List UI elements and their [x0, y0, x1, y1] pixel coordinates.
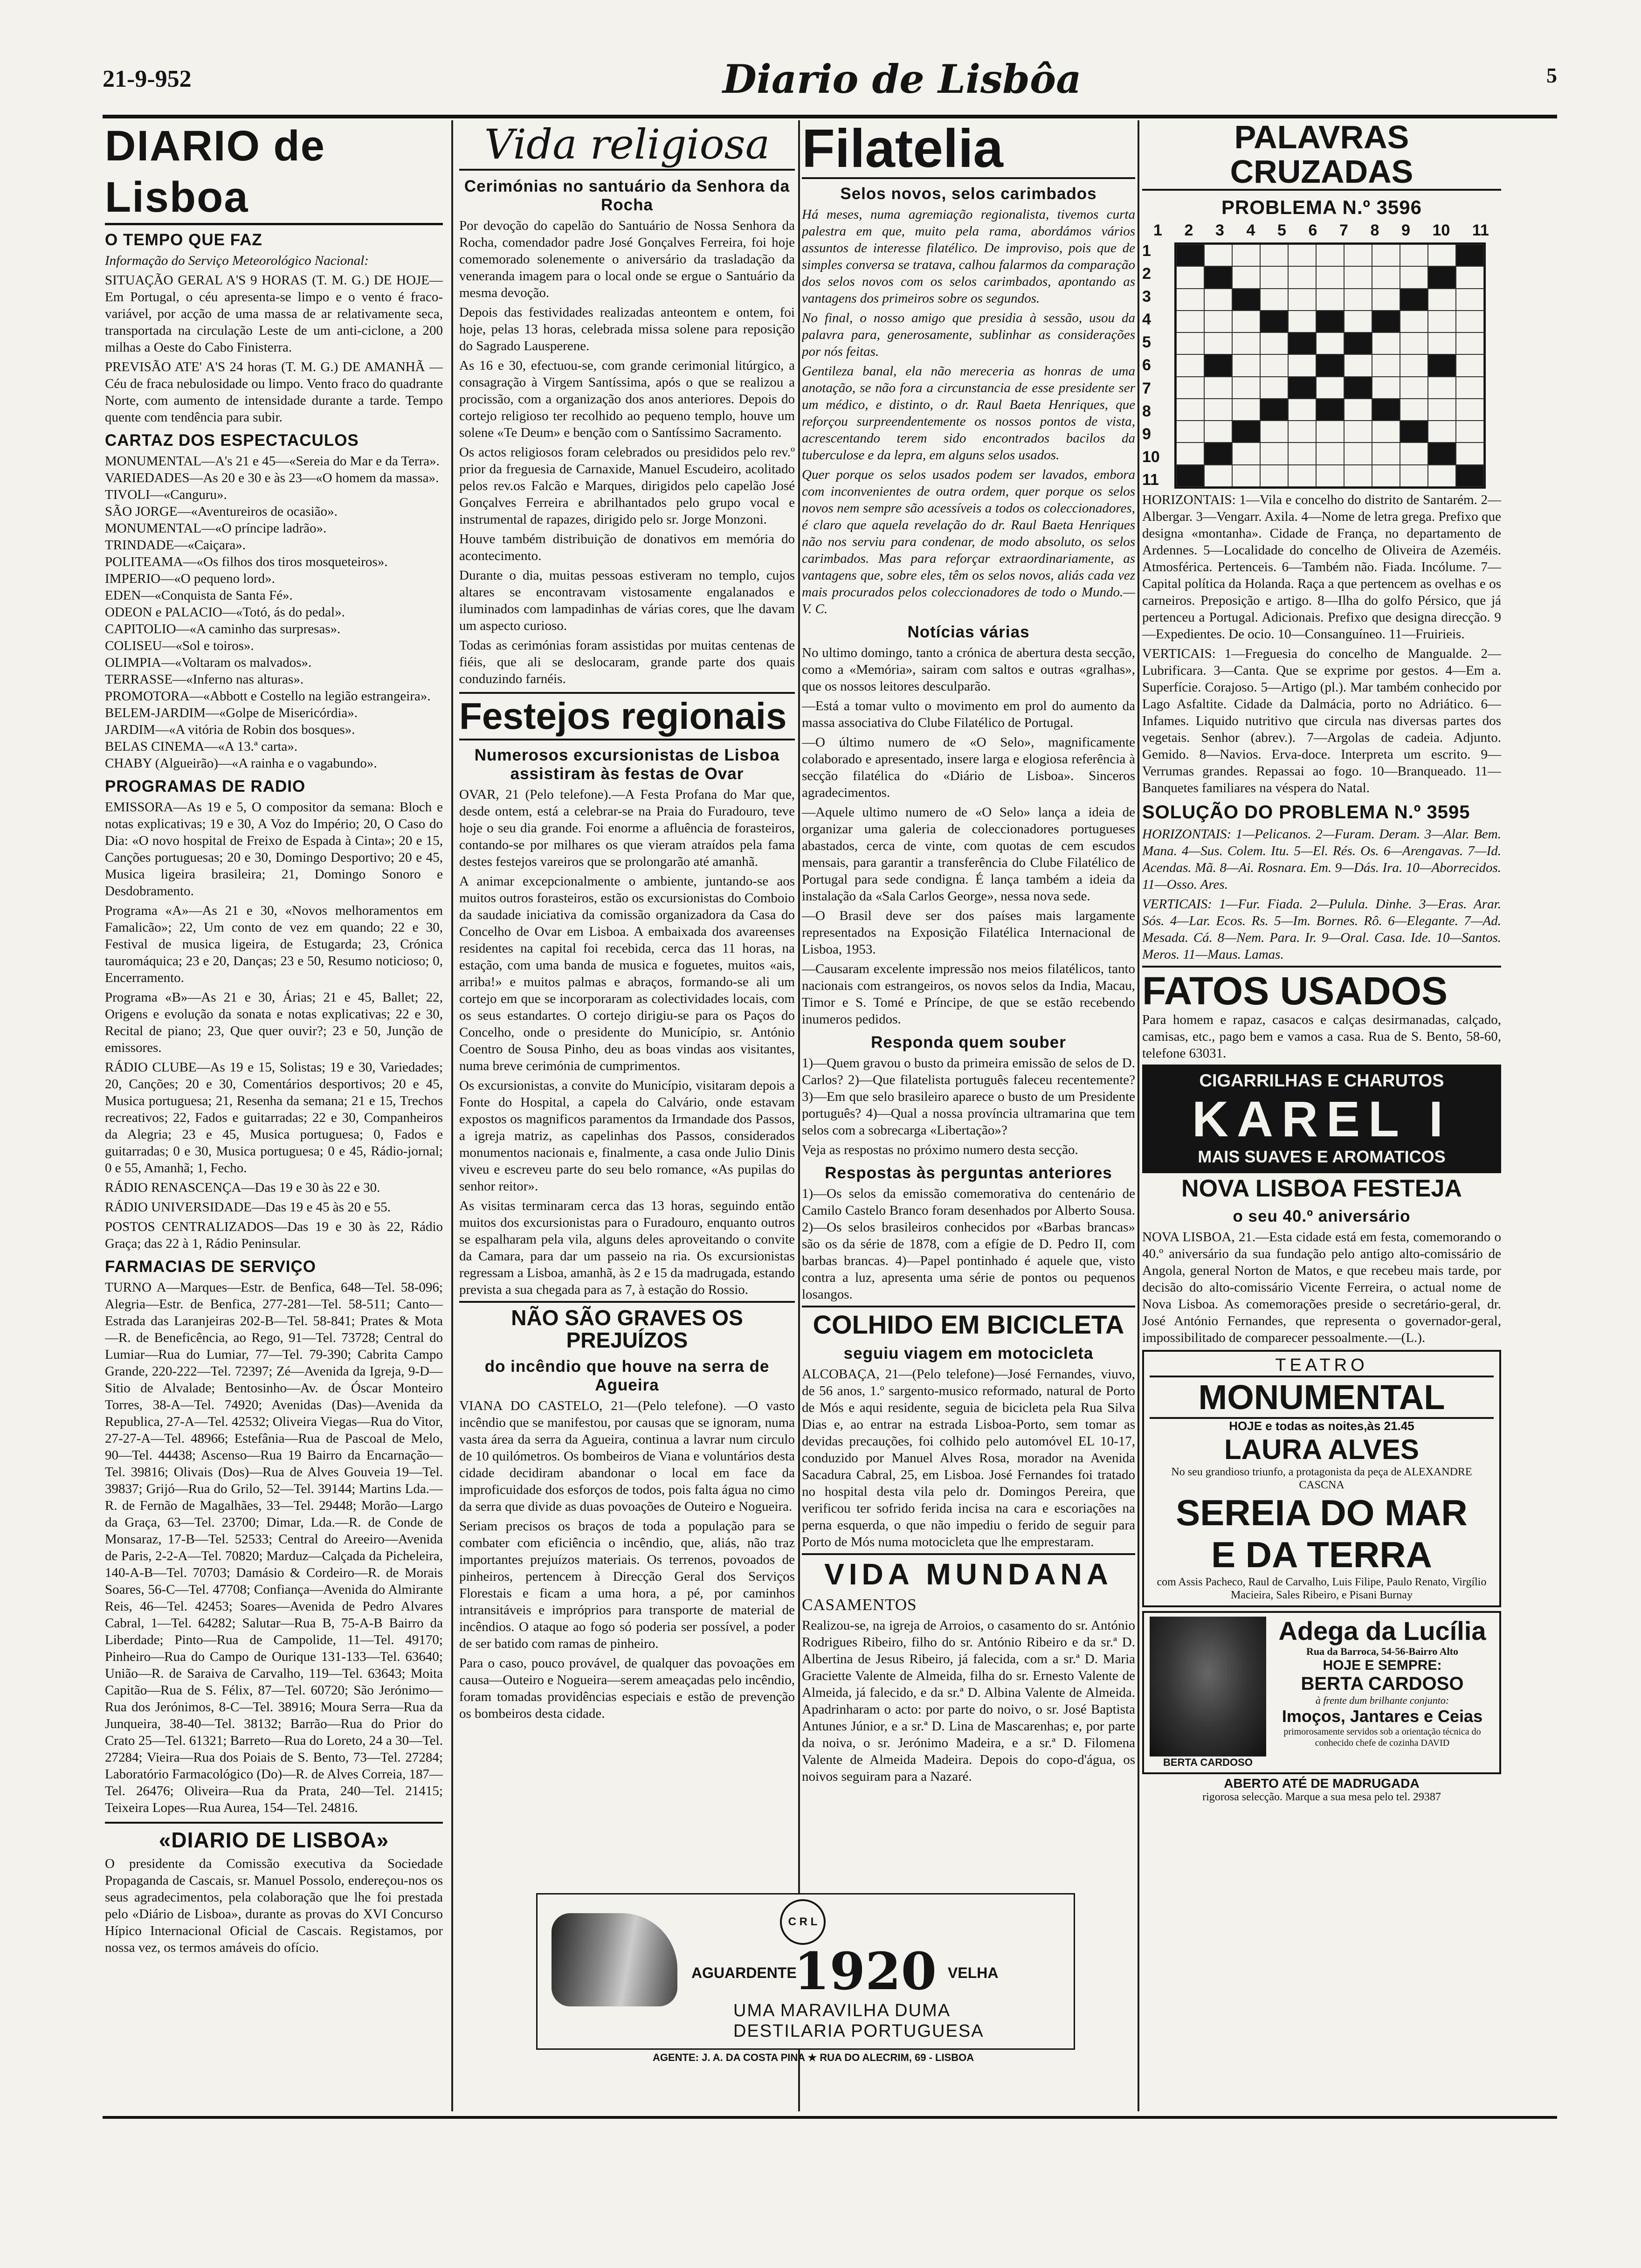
- article-title: do incêndio que houve na serra de Agueira: [484, 1357, 770, 1394]
- aguardente-label: AGUARDENTE: [691, 1964, 797, 1981]
- crossword-cell: [1204, 443, 1232, 464]
- crossword-cell: [1372, 332, 1400, 354]
- teatro-ad: [1142, 1350, 1501, 1607]
- crossword-cell: [1288, 289, 1316, 311]
- crossword-cell: [1456, 266, 1484, 288]
- cinema-item: TRINDADE—«Caiçara».: [105, 538, 246, 553]
- crossword-cell: [1428, 354, 1456, 376]
- crossword-cell: [1456, 443, 1484, 464]
- crossword-cell: [1288, 332, 1316, 354]
- crossword-cell: [1372, 421, 1400, 443]
- crossword-cell: [1288, 311, 1316, 332]
- crossword-cell: [1288, 266, 1316, 288]
- crossword-cell: [1372, 289, 1400, 311]
- crossword-cell: [1372, 311, 1400, 332]
- crossword-cell: [1232, 421, 1260, 443]
- cinema-item: TERRASSE—«Inferno nas alturas».: [105, 672, 304, 687]
- crossword-cell: [1176, 399, 1204, 421]
- crossword-cell: [1456, 311, 1484, 332]
- crossword-cell: [1456, 421, 1484, 443]
- crossword-cell: [1400, 421, 1428, 443]
- crossword-vertical-clues: VERTICAIS: 1—Freguesia do concelho de Mangualde. 2—Lubrificara. 3—Canta. Que se exprime por gestos. 4—Em a. Superfície. Corajoso. 5—Artigo (pl.). Mar também conhecido por Lago Asfaltite. Cidade da Dalmácia, porto no Adriático. 6—Infames. Liquido nutritivo que circula nas diversas partes dos vegetais. Senhor (abrev.). 7—Argolas de cadeia. Adjunto. Gemido. 8—Navios. Erva-doce. Interpreta um escrito. 9—Verrumas grandes. Repassai ao fogo. 10—Branqueado. 11—Banquetes familiares na véspera do Natal.: [1142, 646, 1501, 795]
- teatro-cast: com Assis Pacheco, Raul de Carvalho, Luis Filipe, Paulo Renato, Virgílio Macieira, Sales Ribeiro, e Pisani Burnay: [1157, 1576, 1487, 1601]
- grid-col-number: 9: [1401, 221, 1410, 239]
- column-1: [105, 120, 443, 2110]
- crossword-cell: [1288, 244, 1316, 266]
- crossword-cell: [1428, 266, 1456, 288]
- article-title: Selos novos, selos carimbados: [840, 184, 1097, 203]
- article-paragraph: No final, o nosso amigo que presidia à sessão, usou da palavra para, generosamente, sublinhar as considerações por nós feitas.: [802, 310, 1135, 359]
- crossword-cell: [1316, 244, 1344, 266]
- cinema-item: BELAS CINEMA—«A 13.ª carta».: [105, 739, 298, 754]
- article-paragraph: Houve também distribuição de donativos em memória do acontecimento.: [459, 532, 795, 563]
- crossword-cell: [1344, 465, 1372, 487]
- crossword-cell: [1428, 443, 1456, 464]
- crossword-cell: [1400, 311, 1428, 332]
- grid-row-number: 6: [1142, 356, 1151, 374]
- dl-notice-text: O presidente da Comissão executiva da Sociedade Propaganda de Cascais, sr. Manuel Possolo, endereçou-nos os seus agradecimentos, pela colaboração que lhe foi prestada pelo «Diário de Lisboa», durante as provas do XVI Concurso Hípico Internacional Oficial de Cascais. Registamos, por nossa vez, os termos amáveis do ofício.: [105, 1856, 443, 1955]
- crossword-cell: [1260, 289, 1288, 311]
- quiz-paragraph: Veja as respostas no próximo numero desta secção.: [802, 1142, 1078, 1157]
- adega-footer: rigorosa selecção. Marque a sua mesa pelo tel. 29387: [1202, 1791, 1441, 1803]
- crossword-cell: [1344, 354, 1372, 376]
- mundana-paragraph: Realizou-se, na igreja de Arroios, o casamento do sr. António Rodrigues Ribeiro, filho do sr. António Ribeiro e da sr.ª D. Albertina de Jesus Ribeiro, já falecida, com a sr.ª D. Maria Graciette Valente de Almeida, filha do sr. Ernesto Valente de Almeida, já falecido, e da sr.ª D. Albina Valente de Almeida. Apadrinharam o acto: por parte do noivo, o sr. José Baptista Antunes Júnior, e a sr.ª D. Lina de Mascarenhas; e, por parte da noiva, o sr. Jerónimo Madeira, e a sr.ª D. Filomena Valente de Almeida Madeira. Depois do copo-d'água, os noivos seguiram para a Nazaré.: [802, 1618, 1135, 1784]
- crossword-cell: [1204, 266, 1232, 288]
- crossword-cell: [1176, 266, 1204, 288]
- article-paragraph: Depois das festividades realizadas anteontem e ontem, foi hoje, pelas 13 horas, celebrada missa solene para reposição do Sagrado Lausperene.: [459, 305, 795, 353]
- seal-icon: C R L: [780, 1899, 826, 1945]
- article-paragraph: OVAR, 21 (Pelo telefone).—A Festa Profana do Mar que, desde ontem, está a celebrar-se na Praia do Furadouro, teve hoje o seu dia grande. Foi enorme a afluência de forasteiros, contando-se por milhares os que vieram atraídos pela fama destes festejos vareiros que se prolongarão até amanhã.: [459, 787, 795, 869]
- grid-col-number: 3: [1215, 221, 1224, 239]
- crossword-cell: [1316, 443, 1344, 464]
- crossword-cell: [1232, 399, 1260, 421]
- crossword-cell: [1176, 354, 1204, 376]
- crossword-cell: [1316, 289, 1344, 311]
- cinema-item: MONUMENTAL—A's 21 e 45—«Sereia do Mar e da Terra».: [105, 454, 440, 469]
- crossword-cell: [1204, 399, 1232, 421]
- crossword-cell: [1232, 244, 1260, 266]
- crossword-cell: [1400, 399, 1428, 421]
- bottle-illustration: [552, 1913, 677, 2006]
- nova-lisboa-text: NOVA LISBOA, 21.—Esta cidade está em festa, comemorando o 40.º aniversário da sua fundação pelo antigo alto-comissário de Angola, general Norton de Matos, e que recebeu mais tarde, por decisão do alto-comissário Vicente Ferreira, o actual nome de Nova Lisboa. As comemorações preside o secretário-geral, dr. José António Fernandes, que representa o governador-geral, impossibilitado de comparecer pessoalmente.—(L.).: [1142, 1229, 1501, 1345]
- adega-name: Adega da Lucília: [1278, 1616, 1486, 1646]
- crossword-cell: [1260, 465, 1288, 487]
- crossword-cell: [1400, 289, 1428, 311]
- teatro-name: MONUMENTAL: [1150, 1376, 1494, 1419]
- section-vida-religiosa: Vida religiosa: [459, 120, 795, 171]
- crossword-wrap: [1142, 240, 1501, 491]
- article-paragraph: Durante o dia, muitas pessoas estiveram no templo, cujos altares se encontravam vistosamente engalanados e iluminados com lampadinhas de várias cores, que lhe davam um aspecto curioso.: [459, 568, 795, 633]
- cinema-item: CAPITOLIO—«A caminho das surpresas».: [105, 622, 341, 636]
- crossword-cell: [1344, 289, 1372, 311]
- cinema-item: OLIMPIA—«Voltaram os malvados».: [105, 655, 312, 670]
- article-paragraph: Para o caso, pouco provável, de qualquer das povoações em causa—Outeiro e Nogueira—serem ameaçadas pelo incêndio, foram tomadas providências especiais e estão de prevenção os bombeiros desta cidade.: [459, 1655, 795, 1721]
- column-4: [1142, 120, 1501, 2110]
- crossword-cell: [1260, 311, 1288, 332]
- crossword-cell: [1232, 443, 1260, 464]
- article-paragraph: A animar excepcionalmente o ambiente, juntando-se aos muitos outros forasteiros, estão os excursionistas do Comboio da saudade iniciativa da comissão organizadora da Casa do Concelho de Ovar em Lisboa. A embaixada dos avareenses residentes na capital foi recebida, cerca das 11 horas, na estação, com uma banda de musica e foguetes, muitos «ais, arriba!» e muitos palmas e abraços, formando-se ali um cortejo em que se incorporaram as colectividades locais, com os seus estandartes. O cortejo dirigiu-se para os Paços do Concelho, onde o presidente do Município, sr. António Coentro de Sousa Pinho, deu as boas vindas aos visitantes, numa breve cerimónia de cumprimentos.: [459, 874, 795, 1073]
- masthead-title: Diario de Lisbôa: [723, 56, 1082, 102]
- crossword-cell: [1400, 266, 1428, 288]
- singer-photo: [1150, 1617, 1266, 1756]
- crossword-cell: [1204, 244, 1232, 266]
- grid-col-number: 2: [1184, 221, 1193, 239]
- pharmacy-list: TURNO A—Marques—Estr. de Benfica, 648—Tel. 58-096; Alegria—Estr. de Benfica, 277-281—Tel. 58-511; Canto—Estrada das Laranjeiras 202-B—Tel. 58-841; Prates & Mota—R. de Beneficência, ao Rego, 91—Tel. 73728; Central do Lumiar—Rua do Lumiar, 77—Tel. 79-390; Cabrita Campo Grande, 220-222—Tel. 72397; Zé—Avenida da Igreja, 9-D—Sitio de Alvalade; Bentosinho—Av. de Óscar Monteiro Torres, 38-A—Tel. 74920; Avenidas (Das)—Avenida da Republica, 27-A—Tel. 42532; Oliveira Viegas—Rua do Vitor, 27-27-A—Tel. 48966; Estefânia—Rua de Pascoal de Melo, 90—Tel. 44438; Ascenso—Rua 19 Bairro da Encarnação—Tel. 39816; Olivais (Dos)—Rua de Alves Gouveia 19—Tel. 39837; Grijó—Rua do Grilo, 52—Tel. 39144; Martins Lda.—R. de Fernão de Magalhães, 33—Tel. 29448; Morão—Largo da Graça, 63—Tel. 23700; Dimar, Lda.—R. de Conde de Monsaraz, 17-B—Tel. 52533; Central do Areeiro—Avenida de Paris, 2-2-A—Tel. 70820; Marduz—Calçada da Picheleira, 140-A-B—Tel. 70703; Damásio & Cordeiro—R. de Morais Soares, 56-C—Tel. 47708; Confiança—Avenida do Almirante Reis, 46—Tel. 42453; Soares—Avenida de Pedro Alvares Cabral, 1—Tel. 64282; Salutar—Rua B, 75-A-B Bairro da Liberdade; Pinto—Rua de Campolide, 11—Tel. 49170; Pinheiro—Rua do Campo de Ourique 131-133—Tel. 63640; União—R. de Saraiva de Carvalho, 119—Tel. 63643; Moita Capitão—Rua de S. Félix, 87—Tel. 60720; São Jerónimo—Rua dos Jerónimos, 8-C—Tel. 38916; Moura Serra—Rua da Junqueira, 38-40—Tel. 38132; Barrão—Rua do Prior do Crato 25—Tel. 61321; Barreto—Rua do Loreto, 24 a 30—Tel. 27284; Vieira—Rua dos Poiais de S. Bento, 73—Tel. 27284; Laboratório Farmacológico (Do)—R. de Alves Correia, 187—Tel. 26476; Oliveira—Rua da Prata, 240—Tel. 21415; Teixeira Lopes—Rua Aurea, 154—Tel. 24816.: [105, 1280, 443, 1815]
- grid-row-number: 11: [1142, 470, 1159, 489]
- weather-situation: SITUAÇÃO GERAL A'S 9 HORAS (T. M. G.) DE HOJE—Em Portugal, o céu apresenta-se limpo e o vento é fraco-variável, por acção de uma massa de ar relativamente seca, transportada na circulação Leste de um anti-ciclone, a 200 milhas a Oeste do Cabo Finisterra.: [105, 273, 443, 355]
- grid-col-number: 5: [1277, 221, 1286, 239]
- column-3: [802, 120, 1135, 2110]
- dl-notice-title: «DIARIO DE LISBOA»: [105, 1822, 443, 1853]
- news-paragraph: —O último numero de «O Selo», magnificamente colaborado e apresentado, insere larga e elogiosa referência à secção filatélica do «Diário de Lisboa». Sinceros agradecimentos.: [802, 734, 1135, 800]
- cinema-item: BELEM-JARDIM—«Golpe de Misericórdia».: [105, 705, 358, 720]
- crossword-cell: [1232, 289, 1260, 311]
- column-divider: [1138, 120, 1139, 2111]
- cinema-item: EDEN—«Conquista de Santa Fé».: [105, 588, 293, 603]
- nova-lisboa-headline: NOVA LISBOA FESTEJA: [1181, 1175, 1462, 1203]
- mundana-subtitle: CASAMENTOS: [802, 1595, 917, 1614]
- cinema-item: POLITEAMA—«Os filhos dos tiros mosqueteiros».: [105, 554, 388, 569]
- solution-title: SOLUÇÃO DO PROBLEMA N.º 3595: [1142, 802, 1470, 823]
- article-paragraph: Por devoção do capelão do Santuário de Nossa Senhora da Rocha, comendador padre José Gonçalves Ferreira, foi hoje comemorado solenemente o aniversário da trasladação da veneranda imagem para o local onde se ergue o Santuário da mesma devoção.: [459, 218, 795, 300]
- grid-row-number: 4: [1142, 311, 1151, 329]
- grid-row-number: 5: [1142, 333, 1151, 352]
- crossword-cell: [1372, 399, 1400, 421]
- cinema-item: SÃO JORGE—«Aventureiros de ocasião».: [105, 504, 338, 519]
- crossword-cell: [1288, 421, 1316, 443]
- grid-row-number: 9: [1142, 425, 1151, 443]
- crossword-cell: [1204, 289, 1232, 311]
- news-paragraph: No ultimo domingo, tanto a crónica de abertura desta secção, como a «Memória», sairam com saltos e outras «gralhas», que os nossos leitores desculparão.: [802, 645, 1135, 694]
- crossword-cell: [1428, 421, 1456, 443]
- crossword-cell: [1232, 311, 1260, 332]
- crossword-cell: [1204, 354, 1232, 376]
- column-divider: [798, 120, 800, 2111]
- crossword-cell: [1260, 332, 1288, 354]
- cinema-item: IMPERIO—«O pequeno lord».: [105, 571, 275, 586]
- news-paragraph: —Está a tomar vulto o movimento em prol do aumento da massa associativa do Clube Filatélico de Portugal.: [802, 698, 1135, 730]
- mundana-headline: VIDA MUNDANA: [802, 1553, 1135, 1590]
- teatro-label: TEATRO: [1275, 1355, 1368, 1375]
- fatos-text: Para homem e rapaz, casacos e calças desirmanadas, calçado, camisas, etc., pago bem e vamos a casa. Rua de S. Bento, 58-60, telefone 63031.: [1142, 1012, 1501, 1061]
- column-2: [459, 120, 795, 2110]
- adega-line2: à frente dum brilhante conjunto:: [1315, 1694, 1449, 1706]
- aguardente-1920-ad: [536, 1893, 1075, 2050]
- radio-paragraph: RÁDIO CLUBE—As 19 e 15, Solistas; 19 e 30, Variedades; 20, Canções; 20 e 30, Comentários desportivos; 20 e 45, Musica portuguesa; 21, Resenha da semana; 21 e 15, Trechos recreativos; 22, Fados e guitarradas; 22 e 30, Companheiros da Alegria; 23 e 45, Musica portuguesa; 0, Fados e guitarradas; 0 e 30, Musica portuguesa; 0 e 45, Rádio-jornal; 0 e 55, Amanhã; 1, Fecho.: [105, 1060, 443, 1175]
- teatro-note: No seu grandioso triunfo, a protagonista da peça de ALEXANDRE CASCNA: [1171, 1466, 1472, 1491]
- weather-subtitle: Informação do Serviço Meteorológico Nacional:: [105, 253, 369, 268]
- adega-line1: HOJE E SEMPRE:: [1323, 1657, 1442, 1673]
- cinema-item: VARIEDADES—As 20 e 30 e às 23—«O homem da massa».: [105, 470, 439, 485]
- adega-address: Rua da Barroca, 54-56-Bairro Alto: [1306, 1645, 1459, 1657]
- quiz-title: Responda quem souber: [871, 1033, 1066, 1051]
- news-paragraph: —Causaram excelente impressão nos meios filatélicos, tanto nacionais com estrangeiros, os novos selos da India, Macau, Timor e S. Tomé e Príncipe, de que se estão recebendo inumeros pedidos.: [802, 961, 1135, 1027]
- crossword-cell: [1176, 421, 1204, 443]
- adega-singer: BERTA CARDOSO: [1301, 1673, 1464, 1694]
- crossword-cell: [1428, 289, 1456, 311]
- crossword-cell: [1428, 465, 1456, 487]
- teatro-times: HOJE e todas as noites,às 21.45: [1229, 1418, 1414, 1433]
- cinema-list: [105, 453, 443, 772]
- velha-label: VELHA: [948, 1964, 999, 1981]
- teatro-play-line2: E DA TERRA: [1211, 1534, 1432, 1575]
- crossword-cell: [1260, 421, 1288, 443]
- crossword-cell: [1176, 289, 1204, 311]
- crossword-cell: [1372, 443, 1400, 464]
- page-date: 21-9-952: [103, 66, 192, 92]
- fire-headline: NÃO SÃO GRAVES OS PREJUÍZOS: [459, 1301, 795, 1352]
- crossword-cell: [1344, 332, 1372, 354]
- article-paragraph: Os actos religiosos foram celebrados ou presididos pelo rev.º prior da freguesia de Carnaxide, Manuel Escudeiro, acolitado pelos rev.os Falcão e Marques, dirigidos pelo capelão José Gonçalves Ferreira e abrilhantados pelo grupo vocal e instrumental de rapazes, dirigido pelo sr. Jorge Monzoni.: [459, 445, 795, 527]
- crossword-cell: [1400, 332, 1428, 354]
- cinema-item: COLISEU—«Sol e toiros».: [105, 638, 254, 653]
- year-1920: 1920: [794, 1941, 937, 2001]
- article-paragraph: VIANA DO CASTELO, 21—(Pelo telefone). —O vasto incêndio que se manifestou, por causas que se ignoram, numa vasta área da serra da Agueira, continua a lavrar num circulo de 10 quilómetros. Os bombeiros de Viana e voluntários desta cidade decidiram abandonar o local em face da improficuidade dos esforços de todos, pois falta água no cimo da serra que divide as duas povoações de Outeiro e Nogueira.: [459, 1398, 795, 1514]
- crossword-cell: [1316, 399, 1344, 421]
- grid-row-number: 8: [1142, 402, 1151, 420]
- radio-paragraph: RÁDIO RENASCENÇA—Das 19 e 30 às 22 e 30.: [105, 1180, 380, 1195]
- crossword-cell: [1344, 443, 1372, 464]
- crossword-cell: [1232, 377, 1260, 399]
- adega-hours: ABERTO ATÉ DE MADRUGADA: [1224, 1776, 1420, 1791]
- radio-paragraph: Programa «A»—As 21 e 30, «Novos melhoramentos em Famalicão»; 22, Um conto de vez em quando; 22 e 30, Festival de musica ligeira, de Estugarda; 23, Crónica tauromáquica; 23 e 20, Danças; 23 e 50, Resumo noticioso; 0, Encerramento.: [105, 903, 443, 985]
- crossword-cell: [1428, 244, 1456, 266]
- crossword-cell: [1288, 443, 1316, 464]
- section-festejos: Festejos regionais: [459, 692, 795, 740]
- grid-row-number: 3: [1142, 288, 1151, 306]
- slogan-line2: DESTILARIA PORTUGUESA: [733, 2021, 984, 2041]
- crossword-cell: [1316, 332, 1344, 354]
- crossword-cell: [1204, 377, 1232, 399]
- karel-bottom: MAIS SUAVES E AROMATICOS: [1198, 1147, 1446, 1167]
- crossword-cell: [1344, 399, 1372, 421]
- nova-lisboa-title: o seu 40.º aniversário: [1233, 1207, 1411, 1225]
- crossword-horizontal-clues: HORIZONTAIS: 1—Vila e concelho do distrito de Santarém. 2—Albergar. 3—Vengarr. Axila. 4—Nome de letra grega. Prefixo que designa «montanha». Cidade de França, no departamento de Ardennes. 5—Localidade do concelho de Oliveira de Azeméis. Atmosférica. Pertenceis. 6—Também não. Fiada. Incólume. 7—Capital política da Holanda. Raça a que pertencem as ovelhas e os carneiros. Preposição e artigo. 8—Ilha do golfo Pérsico, que já pertenceu a Portugal. Adicionais. Prefixo que designa direcção. 9—Expedientes. De ocio. 10—Consanguíneo. 11—Fruirieis.: [1142, 492, 1501, 642]
- section-filatelia: Filatelia: [802, 120, 1135, 179]
- crossword-cell: [1428, 311, 1456, 332]
- crossword-cell: [1288, 465, 1316, 487]
- top-rule: [103, 115, 1557, 118]
- crossword-cell: [1372, 377, 1400, 399]
- article-paragraph: Os excursionistas, a convite do Município, visitaram depois a Fonte do Hospital, a capela do Calvário, onde estavam expostos os magnificos paramentos da Irmandade dos Passos, a igreja matriz, as capelinhas dos Passos, considerados monumentos nacionais e, finalmente, a casa onde Julio Dinis viveu e escreveu parte do seu belo romance, «As pupilas do senhor reitor».: [459, 1078, 795, 1194]
- crossword-cell: [1344, 266, 1372, 288]
- crossword-cell: [1316, 421, 1344, 443]
- answers-title: Respostas às perguntas anteriores: [825, 1163, 1112, 1182]
- article-paragraph: As 16 e 30, efectuou-se, com grande cerimonial litúrgico, a consagração à Virgem Santíssima, após o que se realizou a procissão, com a organização dos anos anteriores. Depois do cortejo religioso ter recolhido ao pequeno templo, houve um solene «Te Deum» e benção com o Santíssimo Sacramento.: [459, 358, 795, 440]
- weather-forecast: PREVISÃO ATE' A'S 24 horas (T. M. G.) DE AMANHÃ — Céu de fraca nebulosidade ou limpo. Vento fraco do quadrante Norte, com aumento de intensidade durante a tarde. Tempo quente com tendência para subir.: [105, 360, 443, 425]
- crossword-cell: [1344, 244, 1372, 266]
- crossword-grid: [1174, 242, 1486, 489]
- crossword-cell: [1176, 332, 1204, 354]
- masthead-bar: [103, 56, 1557, 107]
- crossword-cell: [1204, 332, 1232, 354]
- pharmacy-title: FARMACIAS DE SERVIÇO: [105, 1258, 317, 1276]
- cinema-item: MONUMENTAL—«O príncipe ladrão».: [105, 521, 327, 536]
- crossword-cell: [1204, 311, 1232, 332]
- radio-paragraph: Programa «B»—As 21 e 30, Árias; 21 e 45, Ballet; 22, Origens e evolução da sonata e notas explicativas; 22 e 30, Recital de piano; 23, Que quer ouvir?; 23 e 50, Junção de emissores.: [105, 990, 443, 1055]
- grid-col-number: 1: [1153, 221, 1162, 239]
- grid-row-number: 10: [1142, 448, 1160, 466]
- radio-title: PROGRAMAS DE RADIO: [105, 777, 306, 795]
- crossword-cell: [1176, 377, 1204, 399]
- crossword-cell: [1176, 465, 1204, 487]
- grid-col-number: 10: [1432, 221, 1450, 239]
- crossword-cell: [1232, 332, 1260, 354]
- photo-caption: BERTA CARDOSO: [1163, 1756, 1253, 1768]
- crossword-cell: [1288, 354, 1316, 376]
- teatro-play-line1: SEREIA DO MAR: [1176, 1492, 1468, 1533]
- crossword-cell: [1456, 289, 1484, 311]
- crossword-problem-title: PROBLEMA N.º 3596: [1221, 196, 1422, 218]
- crossword-cell: [1316, 266, 1344, 288]
- crossword-cell: [1232, 465, 1260, 487]
- radio-paragraph: RÁDIO UNIVERSIDADE—Das 19 e 45 às 20 e 55.: [105, 1200, 391, 1215]
- page-number: 5: [1546, 63, 1557, 87]
- crossword-cell: [1288, 377, 1316, 399]
- adega-line3: primorosamente servidos sob a orientação técnica do conhecido chefe de cozinha DAVID: [1283, 1726, 1481, 1748]
- crossword-cell: [1316, 465, 1344, 487]
- grid-col-number: 11: [1472, 221, 1489, 239]
- solution-vertical: VERTICAIS: 1—Fur. Fiada. 2—Pulula. Dinhe. 3—Eras. Arar. Sós. 4—Lar. Ecos. Rs. 5—Im. Bornes. Rô. 6—Elegante. 7—Ad. Mesada. Cá. 8—Nem. Para. Ir. 9—Oral. Casa. Ide. 10—Santos. Meros. 11—Maus. Lamas.: [1142, 897, 1501, 962]
- crossword-cell: [1260, 244, 1288, 266]
- adega-details: [1271, 1617, 1494, 1769]
- crossword-cell: [1456, 332, 1484, 354]
- crossword-cell: [1176, 443, 1204, 464]
- crossword-cell: [1344, 421, 1372, 443]
- crossword-cell: [1260, 266, 1288, 288]
- crossword-cell: [1260, 377, 1288, 399]
- crossword-cell: [1260, 399, 1288, 421]
- article-paragraph: Há meses, numa agremiação regionalista, tivemos curta palestra em que, muito pela rama, abordámos vários assuntos de interesse filatélico. De improviso, pois que de simples conversa se tratava, calhou falarmos da comparação dos selos novos com os selos carimbados, apontando as vantagens dos primeiros sobre os segundos.: [802, 207, 1135, 306]
- crossword-cell: [1316, 311, 1344, 332]
- fatos-headline: FATOS USADOS: [1142, 966, 1501, 1011]
- column-divider: [451, 120, 453, 2111]
- crossword-cell: [1428, 377, 1456, 399]
- crossword-cell: [1456, 465, 1484, 487]
- newspaper-logo: DIARIO de Lisboa: [105, 120, 443, 225]
- adega-photo: [1150, 1617, 1266, 1769]
- article-title: Numerosos excursionistas de Lisboa assistiram às festas de Ovar: [474, 746, 780, 783]
- news-paragraph: —Aquele ultimo numero de «O Selo» lança a ideia de organizar uma galeria de coleccionadores portugueses abastados, cerca de vinte, com quotas de cem escudos mensais, para garantir a transferência do Clube Filatélico de Portugal para sede condigna. É lança também a ideia da instalação da «Sala Carlos George», nessa nova sede.: [802, 804, 1135, 904]
- karel-ad: [1142, 1065, 1501, 1173]
- crossword-cell: [1456, 244, 1484, 266]
- radio-paragraph: EMISSORA—As 19 e 5, O compositor da semana: Bloch e notas explicativas; 19 e 30, A Voz do Império; 20, O Caso do Dia: «O novo hospital de Freixo de Espada à Cinta»; 20 e 15, Canções portuguesas; 20 e 30, Domingo Desportivo; 20 e 45, Musica ligeira brasileira; 21, Domingo Sonoro e Desdobramento.: [105, 800, 443, 899]
- crossword-cell: [1232, 354, 1260, 376]
- cinema-item: JARDIM—«A vitória de Robin dos bosques».: [105, 722, 355, 737]
- article-paragraph: Quer porque os selos usados podem ser lavados, embora com inconvenientes de outra ordem, quer porque os selos novos nem sempre são acessíveis a todos os coleccionadores, é claro que aquela revelação do dr. Raul Baeta Henriques não nos serviu para condenar, de modo absoluto, os selos carimbados. Mas para reforçar extraordinariamente, as vantagens que, sobre eles, têm os selos novos, aliás cada vez mais procurados pelos coleccionadores de todo o Mundo.—V. C.: [802, 467, 1135, 616]
- crossword-cell: [1288, 399, 1316, 421]
- grid-row-number: 1: [1142, 242, 1151, 260]
- crossword-cell: [1344, 311, 1372, 332]
- article-title: Cerimónias no santuário da Senhora da Rocha: [464, 177, 790, 214]
- teatro-star: LAURA ALVES: [1224, 1433, 1419, 1465]
- crossword-column-numbers: [1153, 221, 1489, 240]
- cinema-item: ODEON e PALACIO—«Totó, ás do pedal».: [105, 605, 345, 620]
- grid-col-number: 7: [1339, 221, 1348, 239]
- news-title: Notícias várias: [907, 622, 1030, 641]
- article-paragraph: ALCOBAÇA, 21—(Pelo telefone)—José Fernandes, viuvo, de 56 anos, 1.º sargento-musico reformado, natural de Porto de Mós e aqui residente, seguia de bicicleta pela Rua Silva Dias e, ao entrar na estrada Lisboa-Porto, sem tomar as devidas precauções, foi colhido pelo automóvel EL 10-17, conduzido por Manuel Alves Rosa, morador na Avenida Sacadura Cabral, 25, em Lisboa. José Fernandes foi tratado no hospital desta vila pelo dr. Domingos Pereira, que verificou ter sofrido ferida incisa na cara e escoriações na perna esquerda, o que não impediu o ferido de seguir para Porto de Mós numa motocicleta que lhe emprestaram.: [802, 1366, 1135, 1549]
- crossword-cell: [1456, 399, 1484, 421]
- crossword-cell: [1260, 443, 1288, 464]
- cinema-item: CHABY (Algueirão)—«A rainha e o vagabundo».: [105, 756, 377, 771]
- quiz-paragraph: 1)—Quem gravou o busto da primeira emissão de selos de D. Carlos? 2)—Que filatelista português faleceu recentemente? 3)—Em que selo brasileiro aparece o busto de um Presidente português? 4)—Qual a nossa província ultramarina que tem selos com a sobrecarga «Libertação»?: [802, 1055, 1135, 1138]
- radio-paragraph: POSTOS CENTRALIZADOS—Das 19 e 30 às 22, Rádio Graça; das 22 à 1, Rádio Peninsular.: [105, 1219, 443, 1251]
- crossword-row-numbers: [1142, 240, 1159, 491]
- crossword-cell: [1428, 399, 1456, 421]
- article-paragraph: Gentileza banal, ela não mereceria as honras de uma anotação, se não fora a circunstancia de esse presidente ser um médico, e distinto, o dr. Raul Baeta Henriques, que reforçou surpreendentemente os nossos pontos de vista, acrescentando terem sido encontrados bacilos da tuberculose e da lepra, em alguns selos usados.: [802, 363, 1135, 463]
- grid-col-number: 8: [1370, 221, 1379, 239]
- crossword-cell: [1204, 465, 1232, 487]
- crossword-cell: [1372, 266, 1400, 288]
- crossword-cell: [1260, 354, 1288, 376]
- karel-top: CIGARRILHAS E CHARUTOS: [1199, 1071, 1444, 1091]
- solution-horizontal: HORIZONTAIS: 1—Pelicanos. 2—Furam. Deram. 3—Alar. Bem. Mana. 4—Sus. Colem. Itu. 5—El. Rés. Os. 6—Arengavas. 7—Id. Acendas. Mã. 8—Ai. Rosnara. Em. 9—Dás. Ira. 10—Aborrecidos. 11—Osso. Ares.: [1142, 827, 1501, 892]
- adega-food: Imoços, Jantares e Ceias: [1282, 1706, 1483, 1726]
- grid-row-number: 2: [1142, 265, 1151, 283]
- article-paragraph: Seriam precisos os braços de toda a população para se combater com eficiência o incêndio, que, aliás, não traz importantes prejuízos materiais. Os terrenos, povoados de pinheiros, pertencem à Direcção Geral dos Serviços Florestais e ficam a uma hora, a pé, por caminhos intransitáveis e impróprios para transporte de material de incêndios. O ataque ao fogo só poderia ser possível, a poder de ser batido com ramas de pinheiro.: [459, 1518, 795, 1651]
- crossword-cell: [1316, 377, 1344, 399]
- crossword-cell: [1400, 443, 1428, 464]
- crossword-cell: [1400, 244, 1428, 266]
- news-paragraph: —O Brasil deve ser dos países mais largamente representados na Exposição Filatélica Internacional de Lisboa, 1953.: [802, 908, 1135, 957]
- crossword-cell: [1400, 465, 1428, 487]
- crossword-cell: [1372, 244, 1400, 266]
- cinema-item: PROMOTORA—«Abbott e Costello na legião estrangeira».: [105, 689, 431, 704]
- weather-title: O TEMPO QUE FAZ: [105, 231, 262, 249]
- crossword-cell: [1400, 377, 1428, 399]
- crossword-cell: [1316, 354, 1344, 376]
- crossword-cell: [1400, 354, 1428, 376]
- crossword-cell: [1372, 354, 1400, 376]
- crossword-cell: [1428, 332, 1456, 354]
- cinema-item: TIVOLI—«Canguru».: [105, 487, 227, 502]
- article-paragraph: Todas as cerimónias foram assistidas por muitas centenas de fiéis, que ali se deslocaram, grande parte dos quais conduzindo farnéis.: [459, 638, 795, 686]
- grid-col-number: 6: [1308, 221, 1317, 239]
- bike-headline: COLHIDO EM BICICLETA: [802, 1306, 1135, 1339]
- karel-brand: KAREL I: [1192, 1091, 1452, 1148]
- grid-row-number: 7: [1142, 379, 1151, 397]
- answers-paragraph: 1)—Os selos da emissão comemorativa do centenário de Camilo Castelo Branco foram desenhados por Alberto Sousa. 2)—Os selos brasileiros conhecidos por «Barbas brancas» são os da série de 1878, com a efígie de D. Pedro II, com barbas brancas. 4)—Papel pontinhado é aquele que, visto contra a luz, apresenta uma série de pontos ou pequenos losangos.: [802, 1186, 1135, 1302]
- crossword-cell: [1456, 377, 1484, 399]
- crossword-cell: [1176, 311, 1204, 332]
- crossword-cell: [1456, 354, 1484, 376]
- section-palavras-cruzadas: PALAVRAS CRUZADAS: [1142, 120, 1501, 191]
- article-paragraph: As visitas terminaram cerca das 13 horas, seguindo então muitos dos excursionistas para o Furadouro, enquanto outros se espalharam pela vila, alguns deles aproveitando o convite da Camara, para dar um passeio na ria. Os excursionistas regressam a Lisboa, amanhã, às 2 e 15 da madrugada, estando prevista a sua chegada para as 7, à estação do Rossio.: [459, 1198, 795, 1297]
- crossword-cell: [1176, 244, 1204, 266]
- slogan-line1: UMA MARAVILHA DUMA: [733, 2001, 951, 2020]
- crossword-cell: [1232, 266, 1260, 288]
- crossword-cell: [1204, 421, 1232, 443]
- bottom-rule: [103, 2116, 1557, 2119]
- article-title: seguiu viagem em motocicleta: [843, 1344, 1094, 1362]
- grid-col-number: 4: [1246, 221, 1255, 239]
- adega-ad: [1142, 1611, 1501, 1774]
- aguardente-agents: AGENTE: J. A. DA COSTA PINA ★ RUA DO ALECRIM, 69 - LISBOA: [653, 2052, 974, 2063]
- cinema-title: CARTAZ DOS ESPECTACULOS: [105, 431, 359, 449]
- crossword-cell: [1344, 377, 1372, 399]
- crossword-cell: [1372, 465, 1400, 487]
